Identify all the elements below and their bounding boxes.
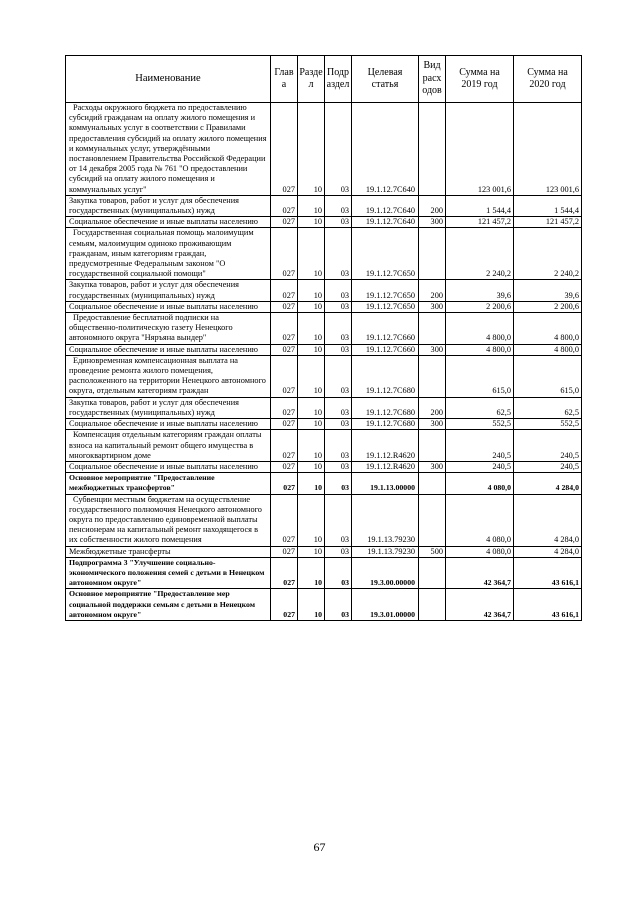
row-name: Единовременная компенсационная выплата на проведение ремонта жилого помещения, расположенного на территории Ненецкого автономного округа, отдельным категориям граждан — [66, 355, 271, 397]
row-expense-type — [419, 430, 446, 462]
row-chapter: 027 — [271, 355, 298, 397]
row-target: 19.1.12.7С660 — [352, 344, 419, 355]
row-section: 10 — [298, 344, 325, 355]
row-target: 19.1.12.7С650 — [352, 228, 419, 280]
row-target: 19.1.12.7С640 — [352, 217, 419, 228]
row-name: Закупка товаров, работ и услуг для обеспечения государственных (муниципальных) нужд — [66, 397, 271, 418]
row-subsection: 03 — [325, 301, 352, 312]
row-section: 10 — [298, 589, 325, 621]
row-name: Предоставление бесплатной подписки на общественно-политическую газету Ненецкого автономного округа "Няръяна вындер" — [66, 313, 271, 345]
table-row — [66, 546, 582, 557]
row-section: 10 — [298, 557, 325, 589]
row-sum-2019: 4 080,0 — [446, 546, 514, 557]
row-section: 10 — [298, 473, 325, 494]
row-chapter: 027 — [271, 419, 298, 430]
row-chapter: 027 — [271, 557, 298, 589]
table-row — [66, 430, 582, 462]
row-subsection: 03 — [325, 217, 352, 228]
table-row — [66, 228, 582, 280]
row-target: 19.1.13.79230 — [352, 494, 419, 546]
row-expense-type — [419, 228, 446, 280]
table-row — [66, 589, 582, 621]
row-sum-2019: 615,0 — [446, 355, 514, 397]
row-target: 19.1.12.7С680 — [352, 355, 419, 397]
row-sum-2019: 62,5 — [446, 397, 514, 418]
row-target: 19.3.01.00000 — [352, 589, 419, 621]
row-expense-type: 300 — [419, 419, 446, 430]
row-section: 10 — [298, 280, 325, 301]
row-name: Компенсация отдельным категориям граждан оплаты взноса на капитальный ремонт общего имущества в многоквартирном доме — [66, 430, 271, 462]
row-expense-type: 300 — [419, 217, 446, 228]
row-sum-2019: 4 080,0 — [446, 473, 514, 494]
row-subsection: 03 — [325, 546, 352, 557]
row-subsection: 03 — [325, 280, 352, 301]
row-sum-2020: 1 544,4 — [514, 195, 582, 216]
row-subsection: 03 — [325, 228, 352, 280]
row-target: 19.1.12.7С640 — [352, 195, 419, 216]
row-chapter: 027 — [271, 397, 298, 418]
row-sum-2019: 240,5 — [446, 461, 514, 472]
row-expense-type — [419, 313, 446, 345]
row-name: Основное мероприятие "Предоставление мер социальной поддержки семьям с детьми в Ненецком автономном округе" — [66, 589, 271, 621]
row-sum-2020: 39,6 — [514, 280, 582, 301]
row-chapter: 027 — [271, 217, 298, 228]
row-target: 19.1.13.79230 — [352, 546, 419, 557]
row-expense-type: 200 — [419, 195, 446, 216]
table-row — [66, 355, 582, 397]
table-row — [66, 301, 582, 312]
row-sum-2020: 240,5 — [514, 461, 582, 472]
header-target: Целевая статья — [352, 56, 419, 103]
row-chapter: 027 — [271, 301, 298, 312]
row-subsection: 03 — [325, 557, 352, 589]
row-expense-type: 200 — [419, 397, 446, 418]
row-chapter: 027 — [271, 344, 298, 355]
row-name: Социальное обеспечение и иные выплаты населению — [66, 344, 271, 355]
row-sum-2020: 552,5 — [514, 419, 582, 430]
row-sum-2019: 4 800,0 — [446, 313, 514, 345]
header-expense-type: Вид расх одов — [419, 56, 446, 103]
row-expense-type — [419, 494, 446, 546]
row-chapter: 027 — [271, 195, 298, 216]
row-target: 19.1.12.7С660 — [352, 313, 419, 345]
row-sum-2019: 2 240,2 — [446, 228, 514, 280]
row-subsection: 03 — [325, 397, 352, 418]
row-section: 10 — [298, 103, 325, 196]
row-sum-2019: 4 800,0 — [446, 344, 514, 355]
row-subsection: 03 — [325, 589, 352, 621]
row-sum-2020: 62,5 — [514, 397, 582, 418]
table-row — [66, 195, 582, 216]
row-sum-2019: 121 457,2 — [446, 217, 514, 228]
row-sum-2020: 2 240,2 — [514, 228, 582, 280]
row-chapter: 027 — [271, 430, 298, 462]
header-section: Разде л — [298, 56, 325, 103]
row-section: 10 — [298, 355, 325, 397]
row-target: 19.1.12.7С680 — [352, 419, 419, 430]
row-expense-type — [419, 103, 446, 196]
row-chapter: 027 — [271, 546, 298, 557]
row-name: Подпрограмма 3 "Улучшение социально-экономического положения семей с детьми в Ненецком автономном округе" — [66, 557, 271, 589]
row-name: Межбюджетные трансферты — [66, 546, 271, 557]
row-sum-2019: 552,5 — [446, 419, 514, 430]
row-name: Основное мероприятие "Предоставление межбюджетных трансфертов" — [66, 473, 271, 494]
row-sum-2020: 43 616,1 — [514, 557, 582, 589]
row-chapter: 027 — [271, 494, 298, 546]
row-name: Расходы окружного бюджета по предоставлению субсидий гражданам на оплату жилого помещения и коммунальных услуг в соответствии с Правилами предоставления субсидий на оплату жилого помещения и коммунальных услуг, утверждёнными постановлением Правительства Российской Федерации от 14 декабря 2005 года № 761 "О предоставлении субсидий на оплату жилого помещения и коммунальных услуг" — [66, 103, 271, 196]
header-row — [66, 56, 582, 103]
table-row — [66, 217, 582, 228]
row-target: 19.1.12.R4620 — [352, 430, 419, 462]
row-sum-2019: 2 200,6 — [446, 301, 514, 312]
header-sum-2019: Сумма на 2019 год — [446, 56, 514, 103]
row-expense-type: 300 — [419, 344, 446, 355]
row-expense-type: 300 — [419, 461, 446, 472]
row-expense-type — [419, 355, 446, 397]
row-section: 10 — [298, 494, 325, 546]
row-name: Социальное обеспечение и иные выплаты населению — [66, 301, 271, 312]
row-name: Субвенции местным бюджетам на осуществление государственного полномочия Ненецкого автономного округа по предоставлению единовременной выплаты пенсионерам на капитальный ремонт находящегося в их собственности жилого помещения — [66, 494, 271, 546]
table-row — [66, 419, 582, 430]
row-section: 10 — [298, 461, 325, 472]
row-target: 19.1.12.7С680 — [352, 397, 419, 418]
row-subsection: 03 — [325, 419, 352, 430]
row-section: 10 — [298, 313, 325, 345]
row-subsection: 03 — [325, 473, 352, 494]
row-sum-2019: 240,5 — [446, 430, 514, 462]
row-expense-type — [419, 473, 446, 494]
row-section: 10 — [298, 430, 325, 462]
row-target: 19.1.12.7С640 — [352, 103, 419, 196]
budget-table — [65, 55, 582, 621]
row-expense-type — [419, 589, 446, 621]
row-name: Социальное обеспечение и иные выплаты населению — [66, 461, 271, 472]
row-sum-2019: 123 001,6 — [446, 103, 514, 196]
row-section: 10 — [298, 546, 325, 557]
row-section: 10 — [298, 217, 325, 228]
table-row — [66, 280, 582, 301]
row-chapter: 027 — [271, 280, 298, 301]
row-sum-2019: 39,6 — [446, 280, 514, 301]
row-sum-2019: 42 364,7 — [446, 557, 514, 589]
row-section: 10 — [298, 397, 325, 418]
table-row — [66, 103, 582, 196]
table-row — [66, 557, 582, 589]
row-sum-2020: 2 200,6 — [514, 301, 582, 312]
header-subsection: Подр аздел — [325, 56, 352, 103]
page-number: 67 — [313, 840, 326, 854]
table-body — [66, 103, 582, 621]
table-row — [66, 344, 582, 355]
row-chapter: 027 — [271, 313, 298, 345]
row-expense-type — [419, 557, 446, 589]
row-sum-2020: 4 800,0 — [514, 344, 582, 355]
table-row — [66, 397, 582, 418]
row-section: 10 — [298, 301, 325, 312]
row-target: 19.1.13.00000 — [352, 473, 419, 494]
row-chapter: 027 — [271, 228, 298, 280]
row-sum-2020: 4 284,0 — [514, 473, 582, 494]
row-expense-type: 200 — [419, 280, 446, 301]
row-name: Социальное обеспечение и иные выплаты населению — [66, 419, 271, 430]
row-sum-2019: 4 080,0 — [446, 494, 514, 546]
row-sum-2020: 4 284,0 — [514, 494, 582, 546]
header-chapter: Глав а — [271, 56, 298, 103]
row-expense-type: 300 — [419, 301, 446, 312]
row-section: 10 — [298, 228, 325, 280]
header-sum-2020: Сумма на 2020 год — [514, 56, 582, 103]
table-row — [66, 494, 582, 546]
row-target: 19.3.00.00000 — [352, 557, 419, 589]
row-target: 19.1.12.7С650 — [352, 301, 419, 312]
row-expense-type: 500 — [419, 546, 446, 557]
table-row — [66, 313, 582, 345]
row-sum-2019: 42 364,7 — [446, 589, 514, 621]
row-sum-2020: 43 616,1 — [514, 589, 582, 621]
header-name: Наименование — [66, 56, 271, 103]
row-name: Закупка товаров, работ и услуг для обеспечения государственных (муниципальных) нужд — [66, 195, 271, 216]
row-sum-2020: 123 001,6 — [514, 103, 582, 196]
row-name: Закупка товаров, работ и услуг для обеспечения государственных (муниципальных) нужд — [66, 280, 271, 301]
row-chapter: 027 — [271, 103, 298, 196]
row-chapter: 027 — [271, 589, 298, 621]
row-subsection: 03 — [325, 344, 352, 355]
row-sum-2020: 4 800,0 — [514, 313, 582, 345]
row-chapter: 027 — [271, 461, 298, 472]
row-subsection: 03 — [325, 103, 352, 196]
row-sum-2020: 615,0 — [514, 355, 582, 397]
row-subsection: 03 — [325, 494, 352, 546]
table-row — [66, 473, 582, 494]
row-subsection: 03 — [325, 430, 352, 462]
row-sum-2020: 240,5 — [514, 430, 582, 462]
row-subsection: 03 — [325, 313, 352, 345]
row-subsection: 03 — [325, 461, 352, 472]
row-chapter: 027 — [271, 473, 298, 494]
row-section: 10 — [298, 195, 325, 216]
row-target: 19.1.12.R4620 — [352, 461, 419, 472]
row-target: 19.1.12.7С650 — [352, 280, 419, 301]
row-subsection: 03 — [325, 355, 352, 397]
table-row — [66, 461, 582, 472]
row-sum-2019: 1 544,4 — [446, 195, 514, 216]
row-name: Социальное обеспечение и иные выплаты населению — [66, 217, 271, 228]
row-subsection: 03 — [325, 195, 352, 216]
row-sum-2020: 4 284,0 — [514, 546, 582, 557]
row-section: 10 — [298, 419, 325, 430]
row-sum-2020: 121 457,2 — [514, 217, 582, 228]
row-name: Государственная социальная помощь малоимущим семьям, малоимущим одиноко проживающим гражданам, иным категориям граждан, предусмотренные Федеральным законом "О государственной социальной помощи" — [66, 228, 271, 280]
